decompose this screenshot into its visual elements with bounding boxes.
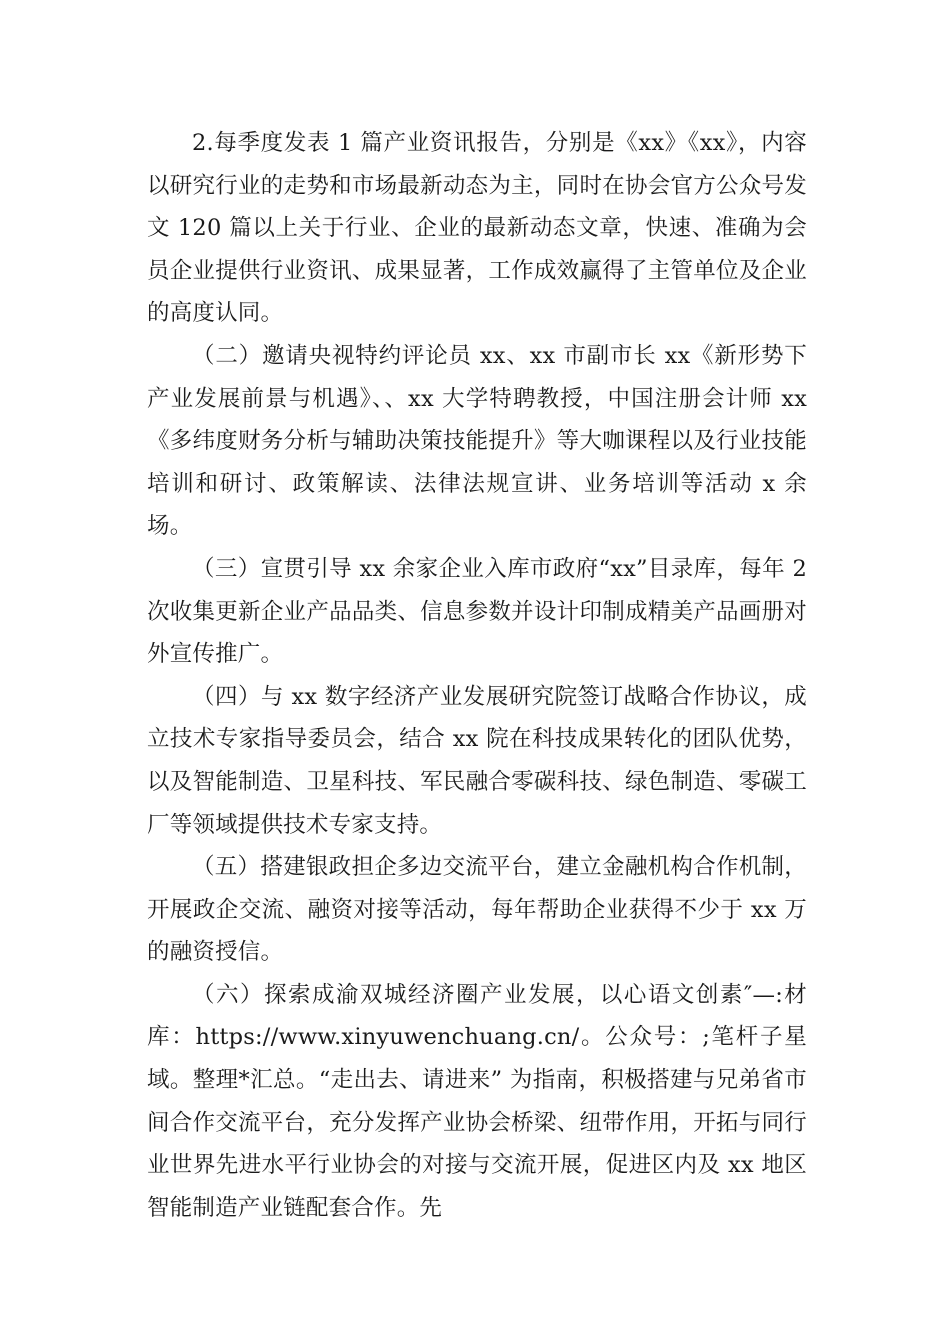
paragraph-financing-platform: （五）搭建银政担企多边交流平台，建立金融机构合作机制，开展政企交流、融资对接等活动，每年帮助企业获得不少于 xx 万的融资授信。	[147, 854, 807, 966]
paragraph-expert-courses: （二）邀请央视特约评论员 xx、xx 市副市长 xx《新形势下产业发展前景与机遇》、、xx 大学特聘教授，中国注册会计师 xx《多纬度财务分析与辅助决策技能提升》等大咖课程以及行业技能培训和研讨、政策解读、法律法规宣讲、业务培训等活动 x 余场。	[147, 342, 807, 540]
paragraph-quarterly-reports: 2.每季度发表 1 篇产业资讯报告，分别是《xx》《xx》，内容以研究行业的走势和市场最新动态为主，同时在协会官方公众号发文 120 篇以上关于行业、企业的最新动态文章，快速、准确为会员企业提供行业资讯、成果显著，工作成效赢得了主管单位及企业的高度认同。	[147, 130, 807, 327]
document-body	[147, 122, 807, 1229]
paragraph-catalog-promotion: （三）宣贯引导 xx 余家企业入库市政府“xx”目录库，每年 2 次收集更新企业产品品类、信息参数并设计印制成精美产品画册对外宣传推广。	[147, 555, 807, 668]
paragraph-regional-development: （六）探索成渝双城经济圈产业发展，以心语文创素″—:材库：https://www.xinyuwenchuang.cn/。公众号：;笔杆子星域。整理*汇总。“走出去、请进来” 为指南，积极搭建与兄弟省市间合作交流平台，充分发挥产业协会桥梁、纽带作用，开拓与同行业世界先进水平行业协会的对接与交流开展，促进区内及 xx 地区智能制造产业链配套合作。先	[147, 981, 807, 1221]
paragraph-strategic-cooperation: （四）与 xx 数字经济产业发展研究院签订战略合作协议，成立技术专家指导委员会，结合 xx 院在科技成果转化的团队优势，以及智能制造、卫星科技、军民融合零碳科技、绿色制造、零碳工厂等领域提供技术专家支持。	[147, 683, 807, 838]
